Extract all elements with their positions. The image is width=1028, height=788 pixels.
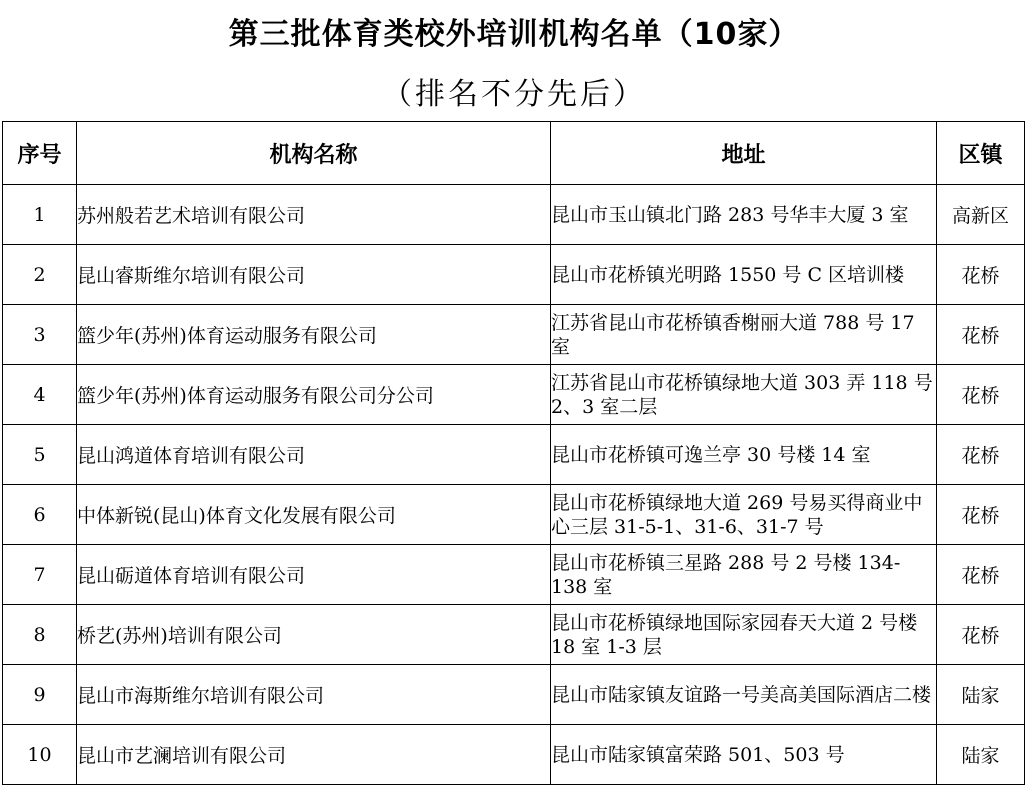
table-row bbox=[3, 425, 1025, 485]
institution-table bbox=[2, 121, 1025, 785]
cell-no: 8 bbox=[3, 605, 77, 665]
cell-no: 2 bbox=[3, 245, 77, 305]
cell-no: 7 bbox=[3, 545, 77, 605]
cell-address: 昆山市陆家镇友谊路一号美高美国际酒店二楼 bbox=[551, 665, 937, 725]
table-row bbox=[3, 305, 1025, 365]
page-subtitle: （排名不分先后） bbox=[382, 77, 646, 112]
cell-address: 昆山市花桥镇光明路 1550 号 C 区培训楼 bbox=[551, 245, 937, 305]
cell-no: 1 bbox=[3, 185, 77, 245]
cell-district: 花桥 bbox=[937, 425, 1025, 485]
cell-address: 昆山市玉山镇北门路 283 号华丰大厦 3 室 bbox=[551, 185, 937, 245]
cell-name: 昆山市海斯维尔培训有限公司 bbox=[77, 665, 551, 725]
header-district: 区镇 bbox=[937, 122, 1025, 185]
cell-district: 陆家 bbox=[937, 665, 1025, 725]
cell-no: 3 bbox=[3, 305, 77, 365]
cell-district: 花桥 bbox=[937, 545, 1025, 605]
cell-name: 苏州般若艺术培训有限公司 bbox=[77, 185, 551, 245]
header-address: 地址 bbox=[551, 122, 937, 185]
cell-no: 6 bbox=[3, 485, 77, 545]
cell-district: 花桥 bbox=[937, 245, 1025, 305]
cell-address: 昆山市花桥镇绿地国际家园春天大道 2 号楼 18 室 1-3 层 bbox=[551, 605, 937, 665]
cell-address: 昆山市花桥镇绿地大道 269 号易买得商业中心三层 31-5-1、31-6、31-7 号 bbox=[551, 485, 937, 545]
cell-address: 江苏省昆山市花桥镇绿地大道 303 弄 118 号 2、3 室二层 bbox=[551, 365, 937, 425]
cell-district: 花桥 bbox=[937, 485, 1025, 545]
header-name: 机构名称 bbox=[77, 122, 551, 185]
cell-name: 昆山市艺澜培训有限公司 bbox=[77, 725, 551, 785]
cell-name: 篮少年(苏州)体育运动服务有限公司分公司 bbox=[77, 365, 551, 425]
cell-district: 花桥 bbox=[937, 365, 1025, 425]
cell-address: 昆山市花桥镇三星路 288 号 2 号楼 134-138 室 bbox=[551, 545, 937, 605]
table-row bbox=[3, 185, 1025, 245]
cell-district: 高新区 bbox=[937, 185, 1025, 245]
table-row bbox=[3, 725, 1025, 785]
cell-name: 昆山砺道体育培训有限公司 bbox=[77, 545, 551, 605]
cell-district: 陆家 bbox=[937, 725, 1025, 785]
cell-no: 5 bbox=[3, 425, 77, 485]
cell-district: 花桥 bbox=[937, 305, 1025, 365]
cell-address: 昆山市陆家镇富荣路 501、503 号 bbox=[551, 725, 937, 785]
header-no: 序号 bbox=[3, 122, 77, 185]
table-header-row bbox=[3, 122, 1025, 185]
cell-no: 10 bbox=[3, 725, 77, 785]
cell-no: 4 bbox=[3, 365, 77, 425]
cell-name: 篮少年(苏州)体育运动服务有限公司 bbox=[77, 305, 551, 365]
cell-address: 昆山市花桥镇可逸兰亭 30 号楼 14 室 bbox=[551, 425, 937, 485]
table-row bbox=[3, 665, 1025, 725]
table-row bbox=[3, 245, 1025, 305]
cell-address: 江苏省昆山市花桥镇香榭丽大道 788 号 17 室 bbox=[551, 305, 937, 365]
cell-name: 中体新锐(昆山)体育文化发展有限公司 bbox=[77, 485, 551, 545]
cell-name: 昆山鸿道体育培训有限公司 bbox=[77, 425, 551, 485]
cell-no: 9 bbox=[3, 665, 77, 725]
table-row bbox=[3, 545, 1025, 605]
table-row bbox=[3, 485, 1025, 545]
cell-name: 桥艺(苏州)培训有限公司 bbox=[77, 605, 551, 665]
table-row bbox=[3, 605, 1025, 665]
cell-district: 花桥 bbox=[937, 605, 1025, 665]
page-title: 第三批体育类校外培训机构名单（10家） bbox=[228, 17, 800, 52]
cell-name: 昆山睿斯维尔培训有限公司 bbox=[77, 245, 551, 305]
table-row bbox=[3, 365, 1025, 425]
